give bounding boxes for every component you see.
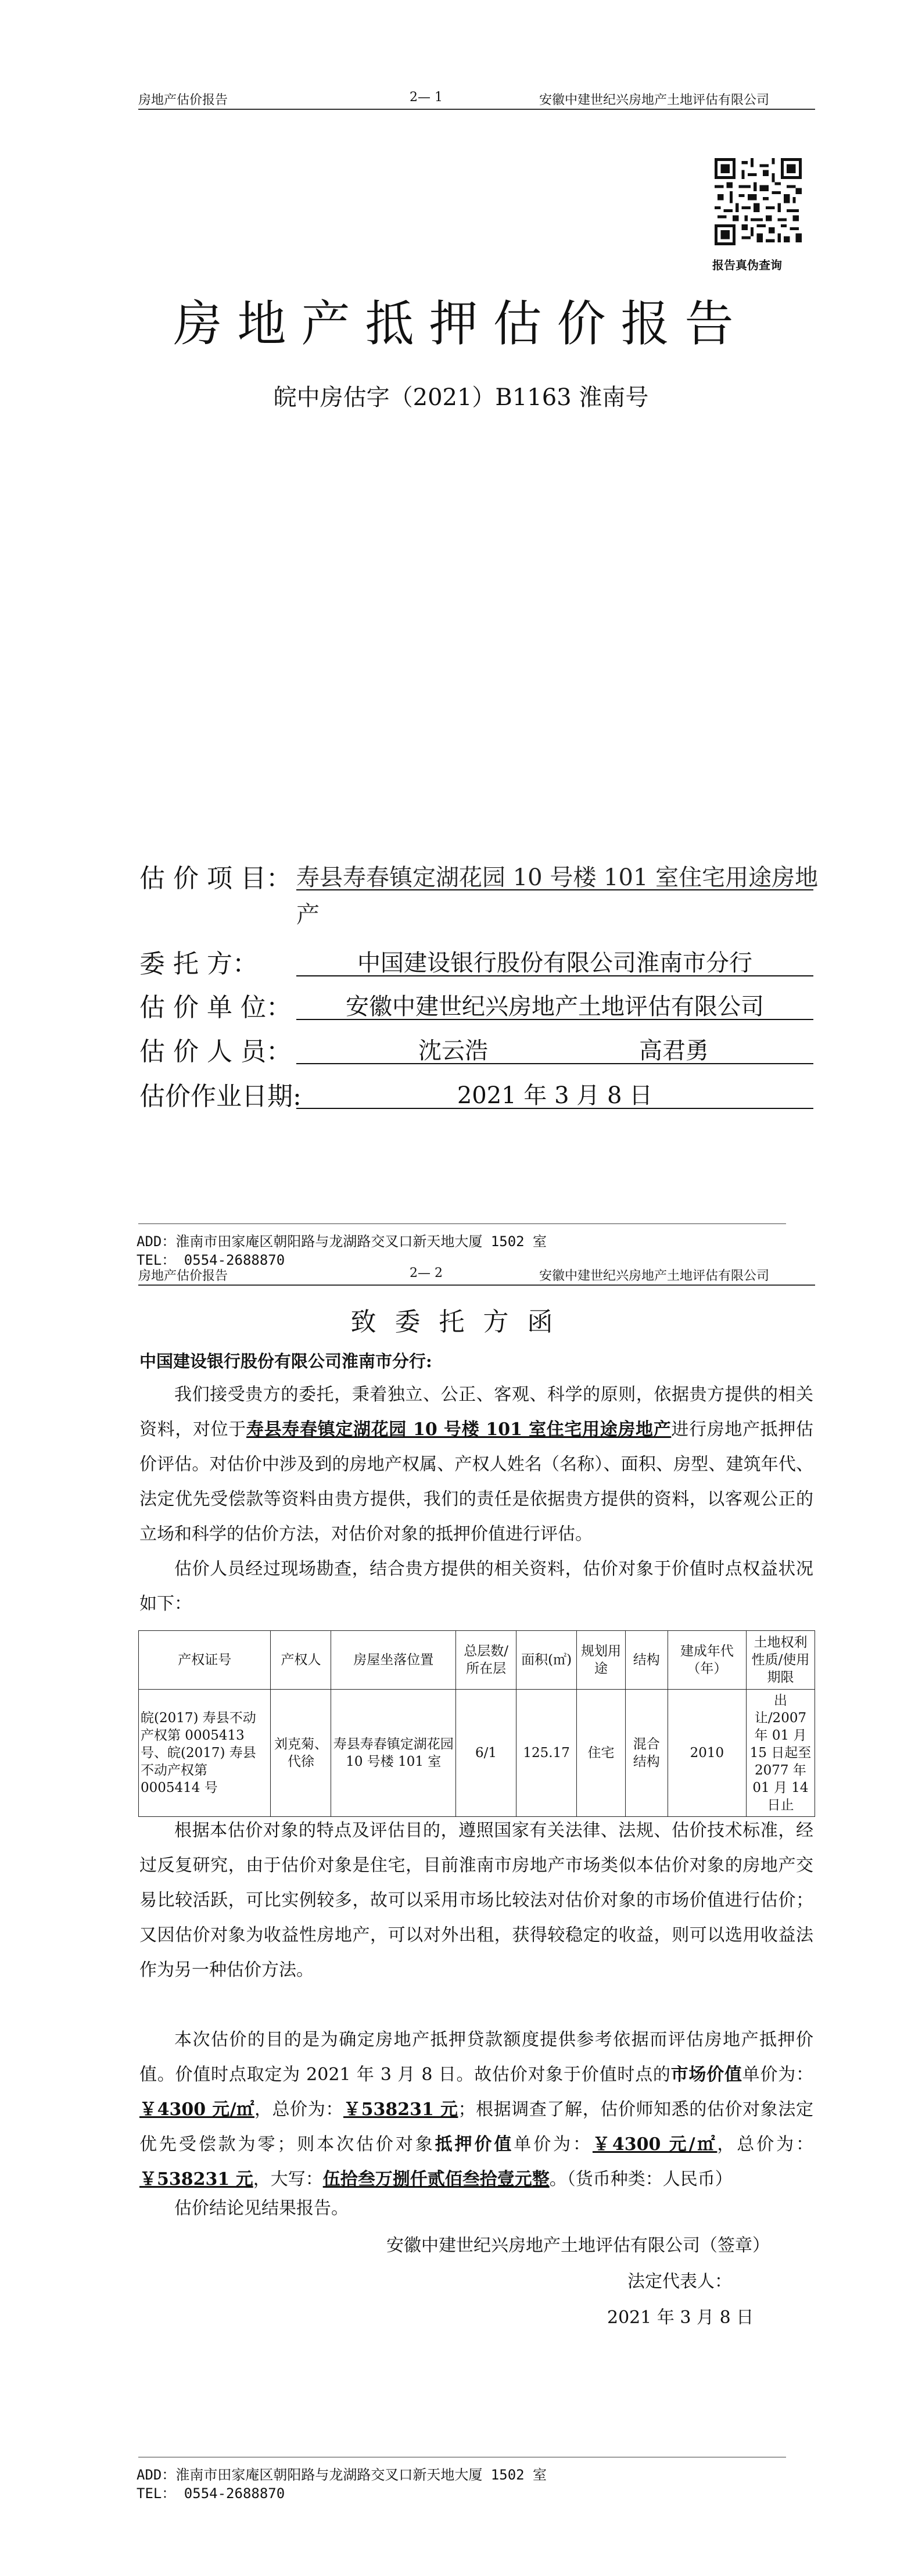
underline-project bbox=[296, 889, 813, 890]
letter-addressee: 中国建设银行股份有限公司淮南市分行: bbox=[139, 1351, 432, 1371]
td-structure: 混合结构 bbox=[625, 1690, 668, 1817]
td-location: 寿县寿春镇定湖花园 10 号楼 101 室 bbox=[331, 1690, 456, 1817]
page1-header-left: 房地产估价报告 bbox=[138, 93, 228, 108]
p1-property-address: 寿县寿春镇定湖花园 10 号楼 101 室住宅用途房地产 bbox=[246, 1419, 672, 1440]
p4-market-value-label: 市场价值 bbox=[670, 2065, 742, 2085]
td-area: 125.17 bbox=[516, 1690, 577, 1817]
page1-header-rule bbox=[138, 109, 815, 110]
signature-legal-rep: 法定代表人： bbox=[627, 2271, 732, 2292]
page2-header-left: 房地产估价报告 bbox=[138, 1269, 228, 1283]
th-use: 规划用途 bbox=[577, 1631, 626, 1690]
report-title: 房地产抵押估价报告 bbox=[173, 295, 749, 352]
p4-amount-in-words: 伍拾叁万捌仟贰佰叁拾壹元整 bbox=[322, 2169, 550, 2189]
letter-paragraph-1 bbox=[139, 1378, 813, 1552]
underline-appraiser-org bbox=[296, 1019, 813, 1020]
letter-paragraph-3: 根据本估价对象的特点及评估目的，遵照国家有关法律、法规、估价技术标准，经过反复研究，由于估价对象是住宅，目前淮南市房地产市场类似本估价对象的房地产交易比较活跃，可比实例较多，故可以采用市场比较法对估价对象的市场价值进行估价；又因估价对象为收益性房地产，可以对外出租，获得较稳定的收益，则可以选用收益法作为另一种估价方法。 bbox=[139, 1820, 813, 1980]
field-value-appraiser-b: 高君勇 bbox=[639, 1037, 709, 1064]
field-value-appraiser-org: 安徽中建世纪兴房地产土地评估有限公司 bbox=[346, 993, 764, 1020]
p4-mortgage-total-price: ￥538231 元 bbox=[139, 2169, 253, 2189]
field-label-client: 委 托 方： bbox=[139, 949, 258, 979]
p4-text-k: ，总价为： bbox=[717, 2134, 814, 2155]
underline-client bbox=[296, 975, 813, 976]
field-value-work-date: 2021 年 3 月 8 日 bbox=[457, 1082, 653, 1109]
page1-footer-rule bbox=[138, 1223, 786, 1224]
page2-page-number: 2— 2 bbox=[410, 1266, 443, 1280]
page2-header-right: 安徽中建世纪兴房地产土地评估有限公司 bbox=[539, 1269, 770, 1283]
field-label-work-date: 估价作业日期: bbox=[139, 1082, 302, 1111]
td-owner: 刘克菊、代徐 bbox=[271, 1690, 331, 1817]
page2-footer-address: ADD：淮南市田家庵区朝阳路与龙湖路交叉口新天地大厦 1502 室 bbox=[137, 2467, 547, 2483]
field-label-appraisers: 估 价 人 员： bbox=[139, 1037, 292, 1067]
page1-header-right: 安徽中建世纪兴房地产土地评估有限公司 bbox=[539, 93, 770, 108]
p1-text-a: 我们接受贵方的委托，秉着独立、公正、客观、科学的原则，依据贵方提供的相关资料，对位于 bbox=[139, 1384, 813, 1440]
th-floors: 总层数/所在层 bbox=[456, 1631, 516, 1690]
page1-page-number: 2— 1 bbox=[410, 90, 443, 105]
td-use: 住宅 bbox=[577, 1690, 626, 1817]
field-value-project: 寿县寿春镇定湖花园 10 号楼 101 室住宅用途房地 bbox=[296, 864, 819, 891]
p4-text-c: 单价为： bbox=[742, 2065, 814, 2085]
page2-footer-tel: TEL： 0554-2688870 bbox=[137, 2485, 285, 2502]
th-location: 房屋坐落位置 bbox=[331, 1631, 456, 1690]
th-structure: 结构 bbox=[625, 1631, 668, 1690]
page1-footer-tel: TEL： 0554-2688870 bbox=[137, 1252, 285, 1268]
p4-text-e: ，总价为： bbox=[254, 2099, 343, 2120]
th-land-rights: 土地权利性质/使用期限 bbox=[746, 1631, 815, 1690]
letter-paragraph-5: 估价结论见结果报告。 bbox=[174, 2198, 349, 2219]
letter-paragraph-2: 估价人员经过现场勘查，结合贵方提供的相关资料，估价对象于价值时点权益状况如下： bbox=[139, 1559, 813, 1614]
p4-market-total-price: ￥538231 元 bbox=[343, 2099, 458, 2120]
field-value-appraiser-a: 沈云浩 bbox=[418, 1037, 488, 1064]
signature-company: 安徽中建世纪兴房地产土地评估有限公司（签章） bbox=[386, 2235, 770, 2256]
p4-text-i: 单价为： bbox=[514, 2134, 593, 2155]
p4-text-g: ；根据调查了解，估价师知悉的估价对象法定优先受偿款为零；则本次估价对象 bbox=[139, 2099, 813, 2155]
p4-market-unit-price: ￥4300 元/㎡ bbox=[139, 2099, 254, 2120]
td-cert-no: 皖(2017) 寿县不动产权第 0005413 号、皖(2017) 寿县不动产权第 0005414 号 bbox=[139, 1690, 271, 1817]
p4-text-o: 。（货币种类：人民币） bbox=[549, 2169, 733, 2189]
th-year-built: 建成年代（年） bbox=[668, 1631, 746, 1690]
property-rights-table bbox=[138, 1630, 815, 1817]
p4-mortgage-unit-price: ￥4300 元/㎡ bbox=[592, 2134, 717, 2155]
td-year-built: 2010 bbox=[668, 1690, 746, 1817]
p4-text-a: 本次估价的目的是为确定房地产抵押贷款额度提供参考依据而评估房地产抵押价值。价值时点取定为 2021 年 3 月 8 日。故估价对象于价值时点的 bbox=[139, 2030, 813, 2085]
field-label-appraiser-org: 估 价 单 位： bbox=[139, 993, 292, 1022]
th-cert-no: 产权证号 bbox=[139, 1631, 271, 1690]
letter-paragraph-4 bbox=[139, 2023, 813, 2197]
letter-title: 致委托方函 bbox=[350, 1307, 572, 1337]
signature-date: 2021 年 3 月 8 日 bbox=[607, 2307, 754, 2328]
field-value-project-line2: 产 bbox=[296, 901, 320, 928]
underline-work-date bbox=[296, 1108, 813, 1109]
field-value-client: 中国建设银行股份有限公司淮南市分行 bbox=[357, 950, 752, 976]
page2-header-rule bbox=[138, 1285, 815, 1286]
td-land-rights: 出让/2007 年 01 月 15 日起至 2077 年 01 月 14 日止 bbox=[746, 1690, 815, 1817]
td-floors: 6/1 bbox=[456, 1690, 516, 1817]
p4-text-m: ，大写： bbox=[253, 2169, 323, 2189]
th-owner: 产权人 bbox=[271, 1631, 331, 1690]
table-row bbox=[139, 1690, 815, 1817]
field-label-project: 估 价 项 目： bbox=[139, 864, 292, 893]
underline-appraisers bbox=[296, 1063, 813, 1064]
p4-mortgage-value-label: 抵押价值 bbox=[435, 2134, 514, 2155]
qr-caption: 报告真伪查询 bbox=[712, 258, 782, 272]
qr-code-icon bbox=[715, 158, 802, 245]
document-number: 皖中房估字（2021）B1163 淮南号 bbox=[273, 384, 649, 411]
p1-text-c: 进行房地产抵押估价评估。对估价中涉及到的房地产权属、产权人姓名（名称）、面积、房型、建筑年代、法定优先受偿款等资料由贵方提供，我们的责任是依据贵方提供的资料，以客观公正的立场和科学的估价方法，对估价对象的抵押价值进行评估。 bbox=[139, 1419, 814, 1544]
page1-footer-address: ADD：淮南市田家庵区朝阳路与龙湖路交叉口新天地大厦 1502 室 bbox=[137, 1233, 547, 1250]
th-area: 面积(㎡) bbox=[516, 1631, 577, 1690]
